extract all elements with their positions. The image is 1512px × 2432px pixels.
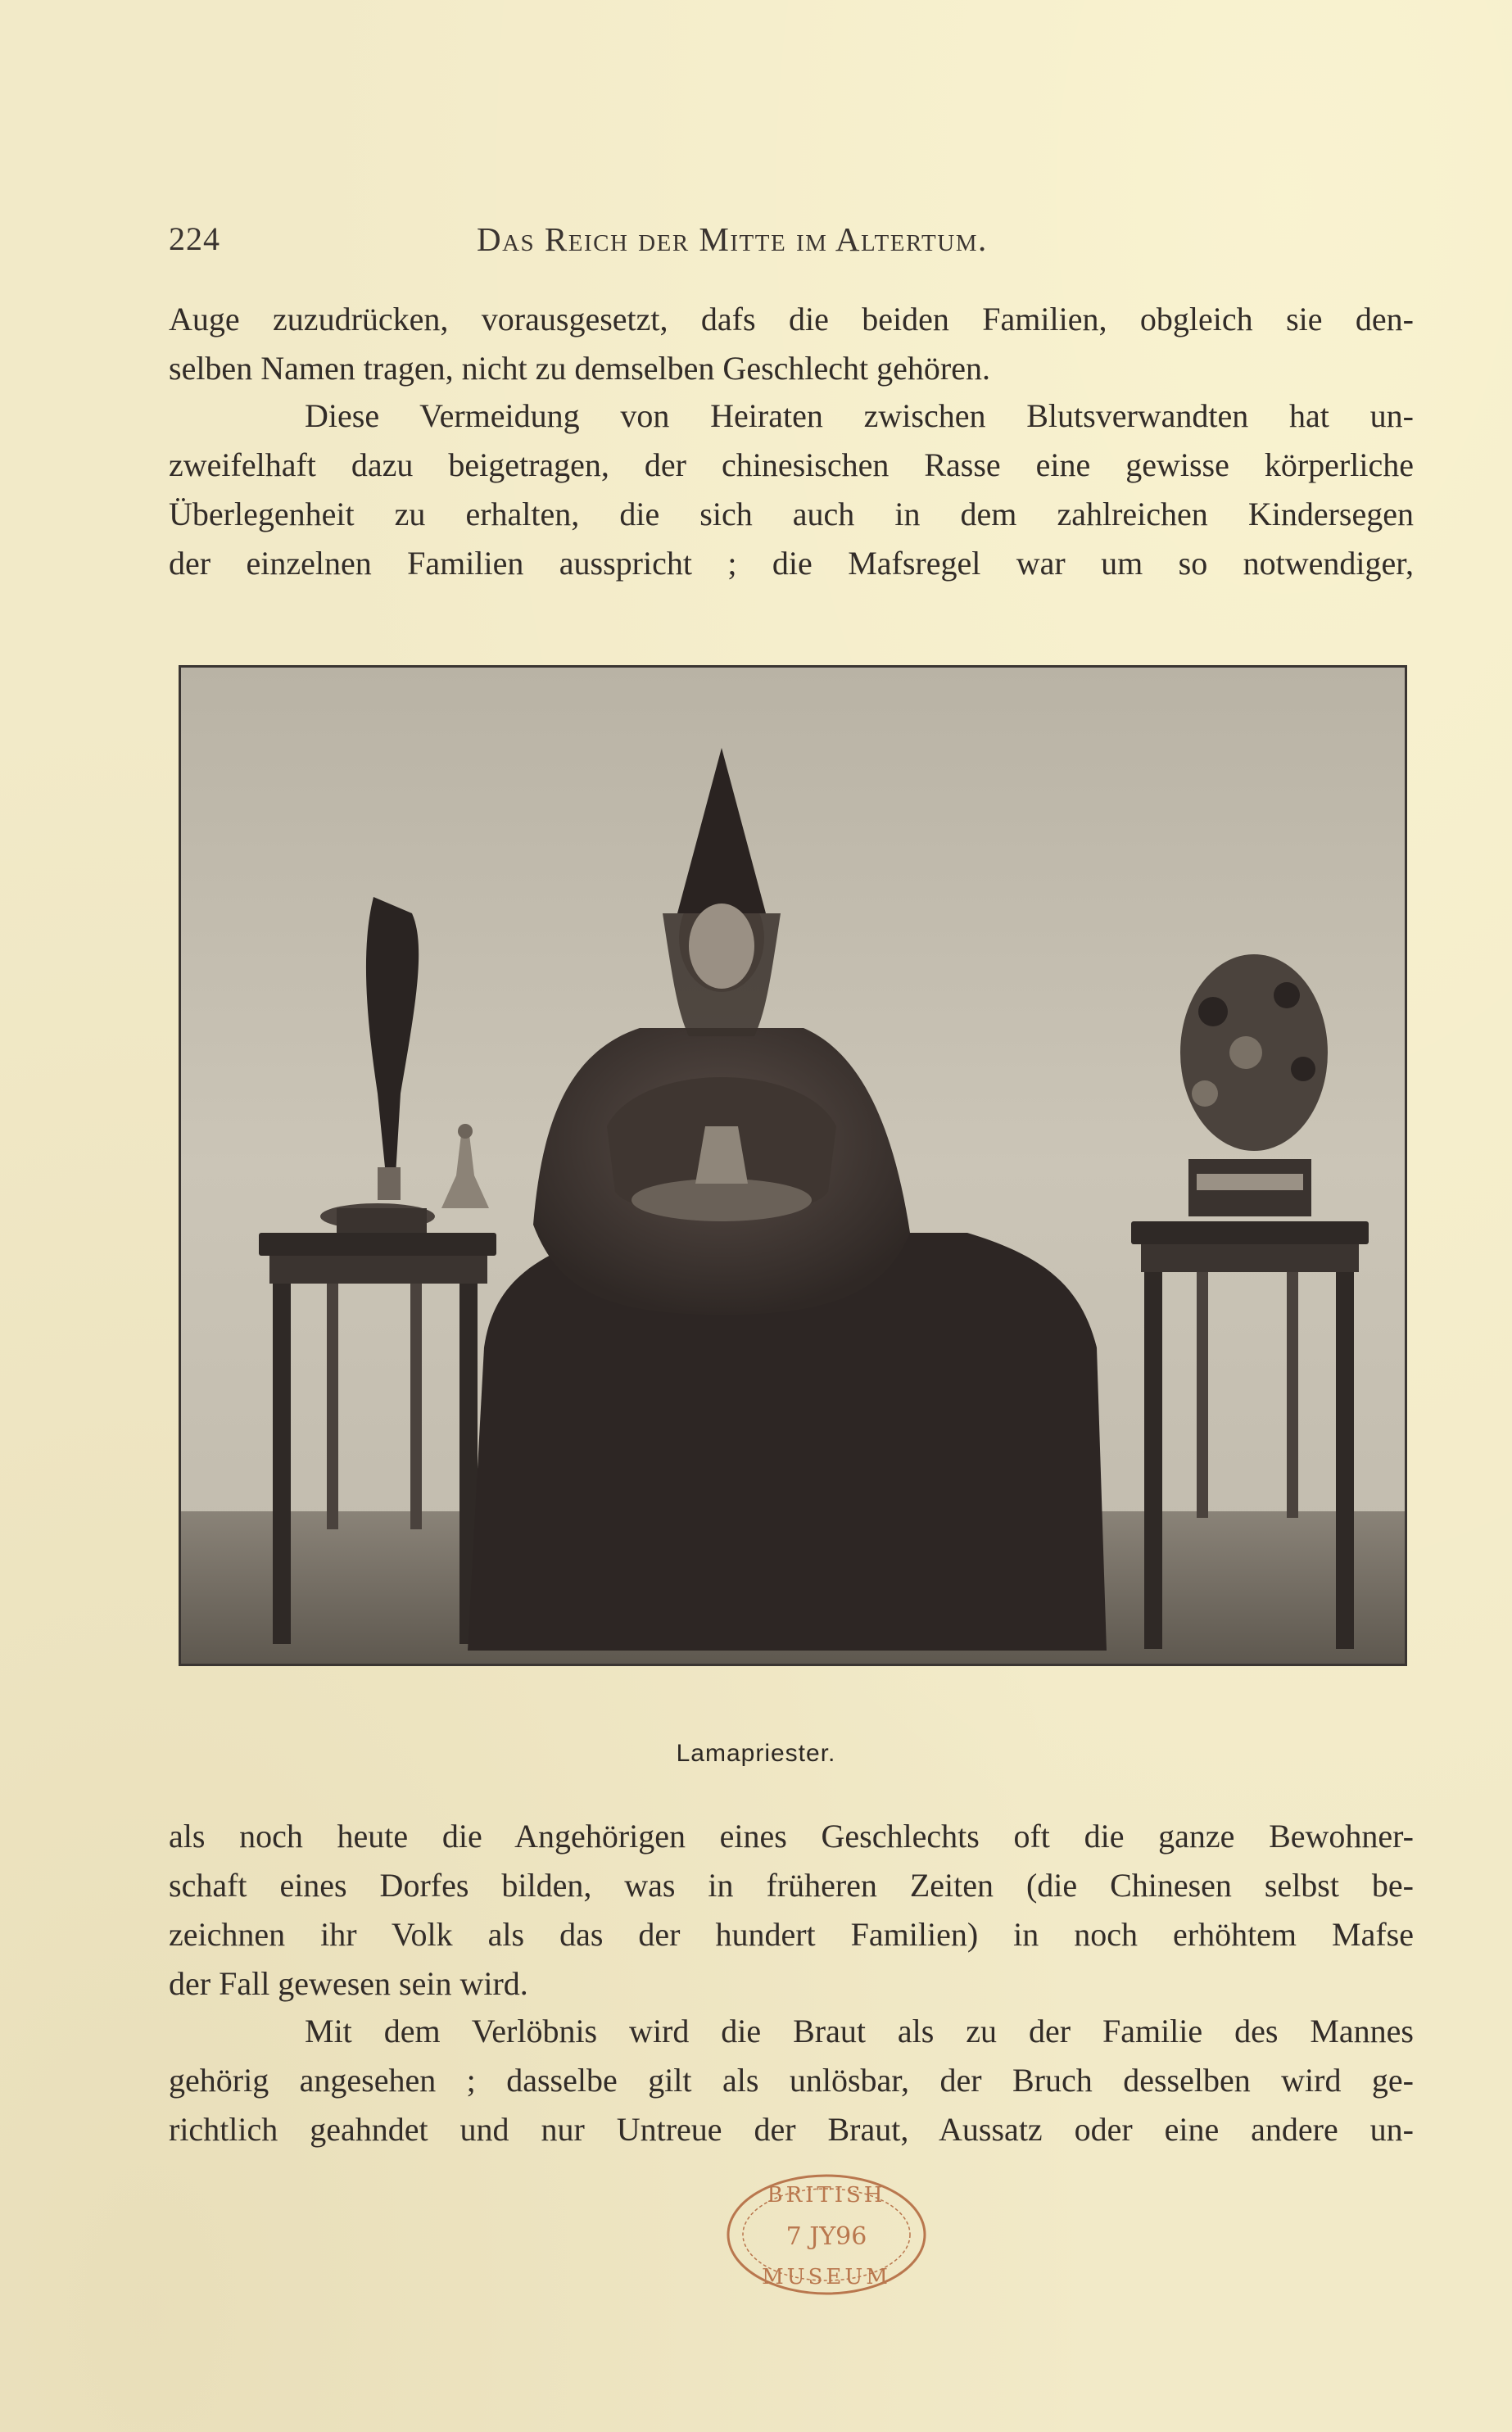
paragraph-1 bbox=[169, 295, 1414, 393]
stamp-bottom-text: MUSEUM bbox=[762, 2265, 891, 2289]
paragraph-4 bbox=[169, 2007, 1414, 2154]
paragraph-2 bbox=[169, 392, 1414, 588]
text-line: gehörig angesehen ; dasselbe gilt als unlösbar, der Bruch desselben wird ge- bbox=[169, 2062, 1414, 2099]
text-line: Diese Vermeidung von Heiraten zwischen Blutsverwandten hat un- bbox=[305, 397, 1414, 434]
text-line: schaft eines Dorfes bilden, was in früheren Zeiten (die Chinesen selbst be- bbox=[169, 1867, 1414, 1904]
flower-vase-right bbox=[1180, 954, 1328, 1216]
photo-illustration bbox=[181, 668, 1405, 1664]
text-line: richtlich geahndet und nur Untreue der Braut, Aussatz oder eine andere un- bbox=[169, 2111, 1414, 2148]
stamp-top-text: BRITISH bbox=[767, 2183, 886, 2208]
text-line: zeichnen ihr Volk als das der hundert Familien) in noch erhöhtem Mafse bbox=[169, 1916, 1414, 1953]
text-line: der Fall gewesen sein wird. bbox=[169, 1965, 528, 2002]
text-line: Mit dem Verlöbnis wird die Braut als zu der Familie des Mannes bbox=[305, 2013, 1414, 2049]
page-number: 224 bbox=[169, 220, 220, 257]
figure-caption: Lamapriester. bbox=[676, 1740, 836, 1767]
paragraph-3 bbox=[169, 1812, 1414, 2009]
page-header bbox=[169, 220, 1414, 260]
stamp-seal-icon bbox=[721, 2169, 932, 2300]
text-line: zweifelhaft dazu beigetragen, der chinesischen Rasse eine gewisse körperliche bbox=[169, 446, 1414, 483]
text-line: selben Namen tragen, nicht zu demselben Geschlecht gehören. bbox=[169, 350, 990, 387]
library-stamp bbox=[721, 2169, 932, 2300]
text-line: als noch heute die Angehörigen eines Geschlechts oft die ganze Bewohner- bbox=[169, 1818, 1414, 1855]
text-line: der einzelnen Familien ausspricht ; die Mafsregel war um so notwendiger, bbox=[169, 545, 1414, 582]
text-line: Auge zuzudrücken, vorausgesetzt, dafs die beiden Familien, obgleich sie den- bbox=[169, 301, 1414, 337]
running-head: Das Reich der Mitte im Altertum. bbox=[477, 220, 988, 258]
text-line: Überlegenheit zu erhalten, die sich auch in dem zahlreichen Kindersegen bbox=[169, 496, 1414, 532]
stamp-date-text: 7 JY96 bbox=[785, 2222, 867, 2251]
photograph-lama-priest bbox=[179, 665, 1407, 1666]
